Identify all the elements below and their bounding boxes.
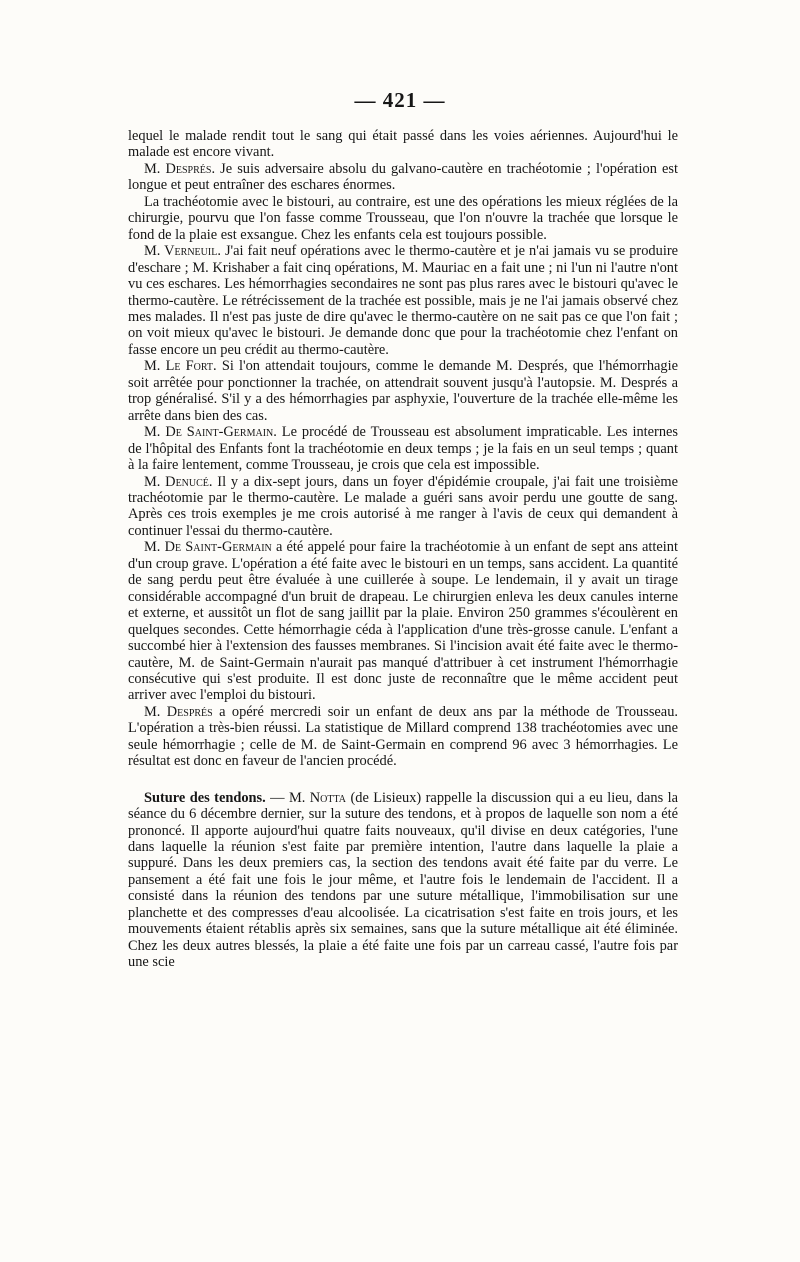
page-number: — 421 —	[354, 88, 446, 112]
speaker-name: M. De Saint-Germain.	[144, 424, 277, 441]
paragraph: M. Després a opéré mercredi soir un enfant de deux ans par la méthode de Trousseau. L'opération a très-bien réussi. La statistique de Millard comprend 138 trachéotomies avec une seule hémorrhagie ; celle de M. de Saint-Germain en comprend 96 avec 3 hémorrhagies. Le résultat est donc en faveur de l'ancien procédé.	[128, 703, 678, 770]
speaker-name: M. Després.	[144, 160, 216, 177]
speaker-name: M. Verneuil.	[144, 243, 221, 260]
paragraph: M. De Saint-Germain a été appelé pour faire la trachéotomie à un enfant de sept ans atteint d'un croup grave. L'opération a été faite avec le bistouri en un temps, sans accident. La quantité de sang perdu peut être évaluée à une cuillerée à soupe. Le lendemain, il y avait un tirage considérable accompagné d'un bruit de drapeau. Le chirurgien enleva les deux canules interne et externe, et aussitôt un flot de sang jaillit par la plaie. Environ 250 grammes s'écoulèrent en quelques secondes. Cette hémorrhagie céda à l'application d'une très-grosse canule. L'enfant a succombé hier à l'extension des fausses membranes. Si l'incision avait été faite avec le thermo-cautère, M. de Saint-Germain n'aurait pas manqué d'attribuer à cet instrument l'hémorrhagie consécutive qui s'est produite. Il est donc juste de reconnaître que le même accident peut arriver avec l'emploi du bistouri.	[128, 539, 678, 704]
paragraph: M. Denucé. Il y a dix-sept jours, dans un foyer d'épidémie croupale, j'ai fait une troisième trachéotomie par le thermo-cautère. Le malade a guéri sans avoir perdu une goutte de sang. Après ces trois exemples je me crois autorisé à me ranger à l'avis de ceux qui demandent à continuer l'essai du thermo-cautère.	[128, 473, 679, 539]
speaker-name: M. De Saint-Germain	[144, 539, 272, 556]
paragraph: M. Le Fort. Si l'on attendait toujours, comme le demande M. Després, que l'hémorrhagie soit arrêtée pour ponctionner la trachée, on attendrait souvent jusqu'à l'autopsie. M. Després a trop généralisé. S'il y a des hémorrhagies par asphyxie, l'ouverture de la trachée elle-même les arrête dans bien des cas.	[128, 358, 678, 424]
paragraph: M. Verneuil. J'ai fait neuf opérations avec le thermo-cautère et je n'ai jamais vu se produire d'eschare ; M. Krishaber a fait cinq opérations, M. Mauriac en a fait une ; ni l'un ni l'autre n'ont vu ces eschares. Les hémorrhagies secondaires ne sont pas plus rares avec le bistouri qu'avec le thermo-cautère. Le rétrécissement de la trachée est possible, mais je ne l'ai jamais observé chez mes malades. Il n'est pas juste de dire qu'avec le thermo-cautère on ne sait pas ce que l'on fait ; on voit mieux qu'avec le bistouri. Je demande donc que pour la trachéotomie chez l'enfant on fasse encore un peu crédit au thermo-cautère.	[128, 243, 678, 358]
speaker-name: M. Denucé.	[144, 473, 213, 490]
section-heading: Suture des tendons.	[144, 789, 266, 806]
body-text	[128, 128, 678, 971]
paragraph: M. De Saint-Germain. Le procédé de Trousseau est absolument impraticable. Les internes de l'hôpital des Enfants font la trachéotomie en deux temps ; je la fais en un seul temps ; quant à la faire lentement, comme Trousseau, je crois que cela est impossible.	[128, 424, 678, 474]
section-paragraph: Suture des tendons. — M. Notta (de Lisieux) rappelle la discussion qui a eu lieu, dans la séance du 6 décembre dernier, sur la suture des tendons, et à propos de laquelle son nom a été prononcé. Il apporte aujourd'hui quatre faits nouveaux, qu'il divise en deux catégories, l'une dans laquelle la réunion s'est faite par première intention, l'autre dans laquelle la plaie a suppuré. Dans les deux premiers cas, la section des tendons avait été faite par du verre. Le pansement a été fait une fois le jour même, et l'autre fois le lendemain de l'accident. Il a consisté dans la réunion des tendons par une suture métallique, l'immobilisation sur une planchette et des compresses d'eau alcoolisée. La cicatrisation s'est faite en trois jours, et les mouvements étaient rétablis après six semaines, sans que la suture métallique ait été éliminée. Chez les deux autres blessés, la plaie a été faite une fois par un carreau cassé, l'autre fois par une scie	[128, 789, 678, 971]
speaker-name: M. Després	[144, 703, 213, 720]
paragraph: lequel le malade rendit tout le sang qui était passé dans les voies aériennes. Aujourd'hui le malade est encore vivant.	[128, 128, 678, 161]
speaker-name: M. Notta	[288, 789, 347, 806]
paragraph: La trachéotomie avec le bistouri, au contraire, est une des opérations les mieux réglées de la chirurgie, pourvu que l'on fasse comme Trousseau, que l'on n'ouvre la trachée que lorsque le fond de la plaie est exsangue. Chez les enfants cela est toujours possible.	[128, 193, 678, 243]
paragraph: M. Després. Je suis adversaire absolu du galvano-cautère en trachéotomie ; l'opération est longue et peut entraîner des eschares énormes.	[128, 160, 678, 194]
speaker-name: M. Le Fort.	[144, 358, 217, 375]
